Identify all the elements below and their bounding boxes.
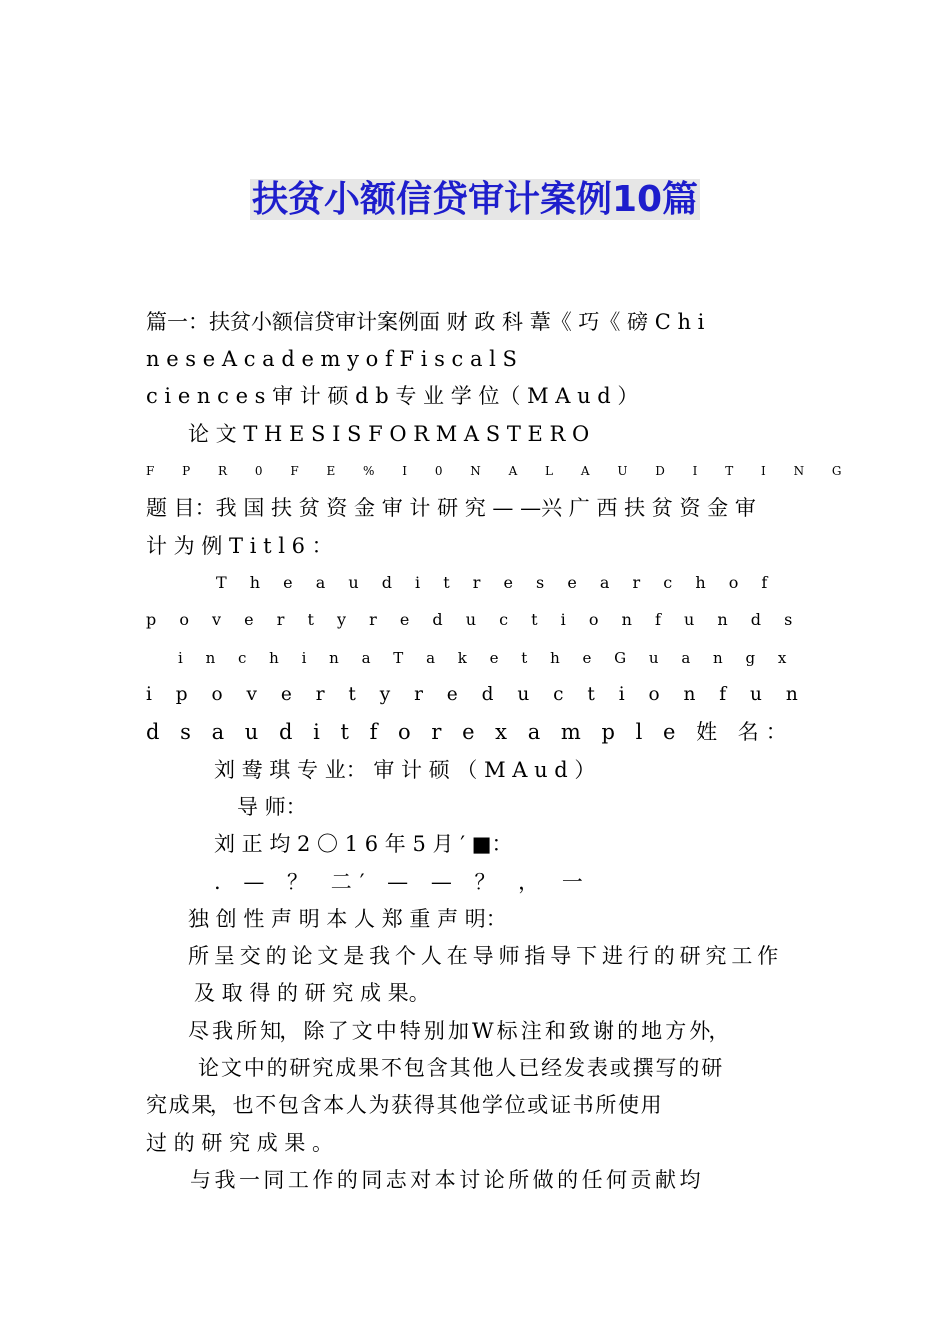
body-line: n e s e A c a d e m y o f F i s c a l S <box>146 347 517 371</box>
body-line: 及 取 得 的 研 究 成 果。 <box>194 981 430 1005</box>
body-line: d s a u d i t f o r e x a m p l e 姓 名： <box>146 720 794 744</box>
body-line: i p o v e r t y r e d u c t i o n f u n <box>146 684 807 705</box>
body-line: p o v e r t y r e d u c t i o n f u n d s <box>146 610 802 629</box>
body-line: 过 的 研 究 成 果 。 <box>146 1131 334 1155</box>
body-line: c i e n c e s 审 计 硕 d b 专 业 学 位（ M A u d ） <box>146 384 639 408</box>
body-line: 题 目：我 国 扶 贫 资 金 审 计 研 究 — —兴 广 西 扶 贫 资 金 审 <box>146 496 756 520</box>
body-line: 独 创 性 声 明 本 人 郑 重 声 明： <box>188 907 507 931</box>
body-line: 尽 我 所 知， 除 了 文 中 特 别 加 W 标 注 和 致 谢 的 地 方 外， <box>188 1019 728 1043</box>
body-line: 篇一：扶贫小额信贷审计案例面 财 政 科 葦《 巧《 磅 C h i <box>146 310 705 334</box>
body-line: . — ？ 二′ — — ？ ， 一 <box>214 870 591 894</box>
body-line: 刘 正 均 2 〇 1 6 年 5 月 ′ ■： <box>214 832 513 856</box>
body-line: F P R 0 F E % I 0 N A L A U D I T I N G <box>146 464 854 478</box>
document-title-text: 扶贫小额信贷审计案例10篇 <box>251 179 699 220</box>
body-line: 计 为 例 T i t l 6 ： <box>146 534 333 558</box>
body-line: 与 我 一 同 工 作 的 同 志 对 本 讨 论 所 做 的 任 何 贡 献 均 <box>190 1168 699 1192</box>
body-line: 导 师： <box>237 795 307 819</box>
body-line: 论 文 中 的 研 究 成 果 不 包 含 其 他 人 已 经 发 表 或 撰 写 的 研 <box>198 1056 720 1080</box>
body-line: 刘 鸯 琪 专 业： 审 计 硕 （ M A u d ） <box>214 758 596 782</box>
body-line: 所 呈 交 的 论 文 是 我 个 人 在 导 师 指 导 下 进 行 的 研 究 工 作 <box>188 944 778 968</box>
body-line: 究 成 果， 也 不 包 含 本 人 为 获 得 其 他 学 位 或 证 书 所 使 用 <box>146 1093 660 1117</box>
body-line: T h e a u d i t r e s e a r c h o f <box>216 573 777 592</box>
body-line: i n c h i n a T a k e t h e G u a n g x <box>178 649 796 667</box>
body-line: 论 文 T H E S I S F O R M A S T E R O <box>188 422 590 446</box>
document-title <box>0 178 950 222</box>
